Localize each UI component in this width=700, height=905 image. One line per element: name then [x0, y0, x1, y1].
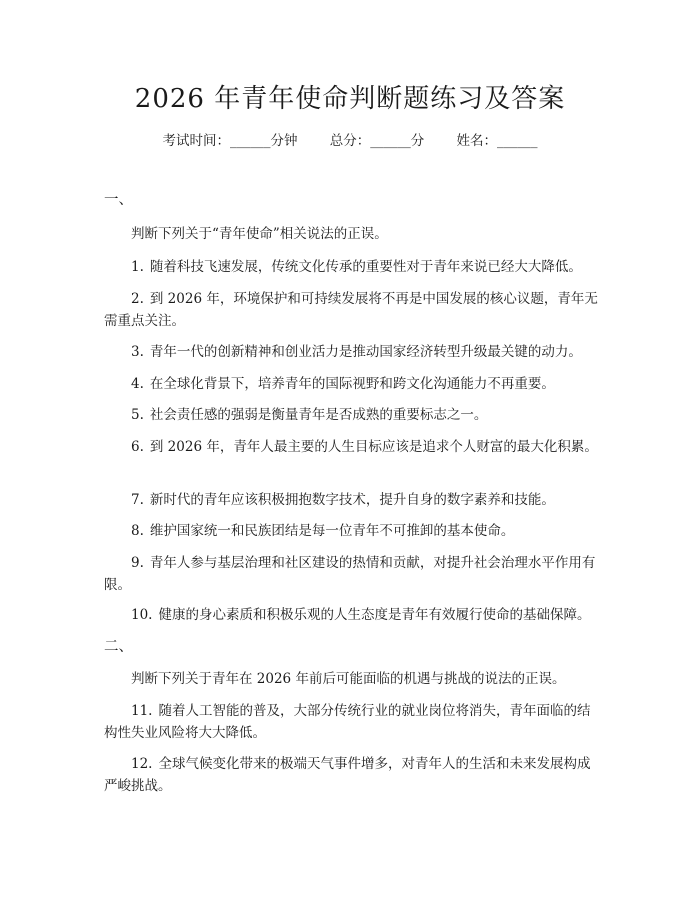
score-blank: ______: [370, 133, 411, 149]
question-item: [104, 373, 601, 395]
score-label: 总分：: [329, 133, 371, 149]
question-text: 青年一代的创新精神和创业活力是推动国家经济转型升级最关键的动力。: [149, 344, 582, 360]
question-number: 9.: [131, 555, 144, 571]
question-item: [104, 520, 601, 542]
question-item: [104, 436, 601, 458]
question-item: [104, 753, 601, 797]
question-item: [104, 256, 601, 278]
question-item: [104, 604, 601, 626]
time-blank: ______: [229, 133, 271, 149]
question-item: [104, 700, 601, 744]
question-number: 8.: [131, 523, 144, 539]
section-heading: 二、: [104, 639, 133, 655]
question-text: 随着人工智能的普及，大部分传统行业的就业岗位将消失，青年面临的结构性失业风险将大大降低。: [104, 703, 591, 741]
question-number: 3.: [131, 344, 144, 360]
section-instruction: 判断下列关于青年在 2026 年前后可能面临的机遇与挑战的说法的正误。: [131, 671, 566, 687]
question-text: 新时代的青年应该积极拥抱数字技术，提升自身的数字素养和技能。: [149, 492, 555, 508]
question-item: [104, 404, 601, 426]
student-name-field: [457, 130, 538, 152]
question-text: 维护国家统一和民族团结是每一位青年不可推卸的基本使命。: [149, 523, 515, 539]
question-number: 2.: [131, 291, 144, 307]
score-unit: 分: [410, 133, 425, 149]
question-item: [104, 341, 601, 363]
question-number: 1.: [131, 259, 144, 275]
question-text: 在全球化背景下，培养青年的国际视野和跨文化沟通能力不再重要。: [149, 376, 555, 392]
question-text: 随着科技飞速发展，传统文化传承的重要性对于青年来说已经大大降低。: [149, 259, 582, 275]
question-number: 6.: [131, 439, 144, 455]
question-number: 11.: [131, 703, 153, 719]
question-item: [104, 288, 601, 332]
document-title: 2026 年青年使命判断题练习及答案: [134, 84, 566, 114]
time-label: 考试时间：: [162, 133, 230, 149]
question-text: 到 2026 年，环境保护和可持续发展将不再是中国发展的核心议题，青年无需重点关注。: [104, 291, 598, 329]
question-text: 社会责任感的强弱是衡量青年是否成熟的重要标志之一。: [149, 407, 488, 423]
exam-time-field: [162, 130, 297, 152]
question-number: 7.: [131, 492, 144, 508]
question-text: 全球气候变化带来的极端天气事件增多，对青年人的生活和未来发展构成严峻挑战。: [104, 756, 591, 794]
question-number: 10.: [131, 607, 153, 623]
question-text: 青年人参与基层治理和社区建设的热情和贡献，对提升社会治理水平作用有限。: [104, 555, 596, 593]
exam-meta-line: [0, 130, 700, 152]
question-item: [104, 552, 601, 596]
total-score-field: [330, 130, 425, 152]
question-item: [104, 489, 601, 511]
question-number: 5.: [131, 407, 144, 423]
question-number: 4.: [131, 376, 144, 392]
section-instruction: 判断下列关于“青年使命”相关说法的正误。: [131, 226, 388, 242]
question-text: 到 2026 年，青年人最主要的人生目标应该是追求个人财富的最大化积累。: [149, 439, 598, 455]
name-label: 姓名：: [456, 133, 498, 149]
name-blank: ______: [497, 133, 538, 149]
question-text: 健康的身心素质和积极乐观的人生态度是青年有效履行使命的基础保障。: [158, 607, 591, 623]
section-heading: 一、: [104, 192, 133, 208]
question-number: 12.: [131, 756, 153, 772]
time-unit: 分钟: [270, 133, 298, 149]
